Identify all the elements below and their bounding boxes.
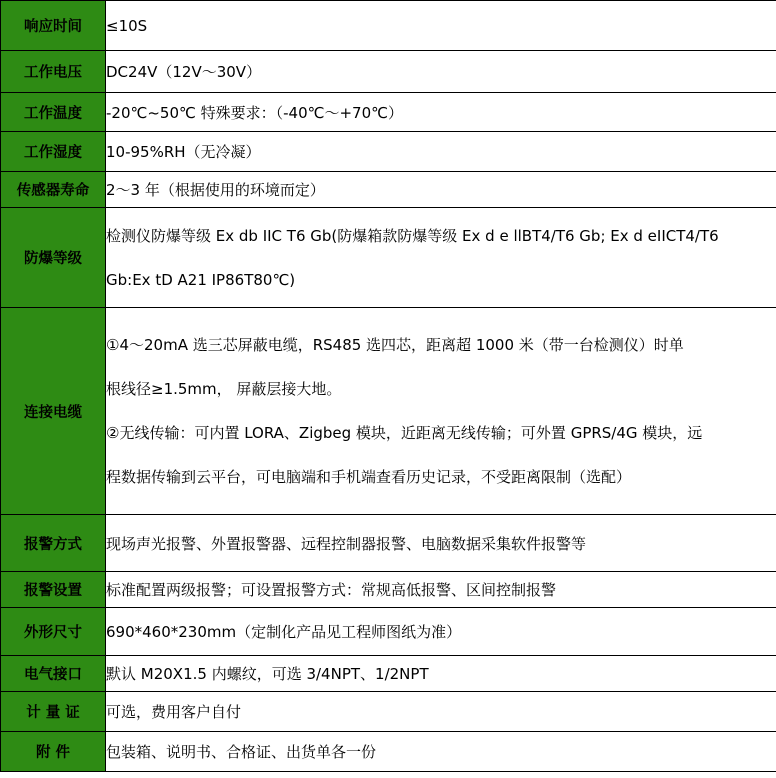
table-row [1, 1, 776, 51]
table-row [1, 308, 776, 515]
row-value: 默认 M20X1.5 内螺纹，可选 3/4NPT、1/2NPT [106, 656, 776, 692]
table-row [1, 172, 776, 208]
row-label: 电气接口 [1, 656, 106, 692]
row-value: 现场声光报警、外置报警器、远程控制器报警、电脑数据采集软件报警等 [106, 515, 776, 572]
row-value: 包装箱、说明书、合格证、出货单各一份 [106, 732, 776, 772]
table-row [1, 51, 776, 93]
value-line: ②无线传输：可内置 LORA、Zigbeg 模块，近距离无线传输；可外置 GPRS/4G 模块，远 [106, 424, 703, 442]
row-value: -20℃~50℃ 特殊要求：（-40℃～+70℃） [106, 93, 776, 132]
value-line: 检测仪防爆等级 Ex db IIC T6 Gb(防爆箱款防爆等级 Ex d e llBT4/T6 Gb; Ex d eIICT4/T6 [106, 226, 719, 245]
row-label: 工作湿度 [1, 132, 106, 172]
row-label: 报警方式 [1, 515, 106, 572]
table-row [1, 93, 776, 132]
table-row [1, 515, 776, 572]
row-value: ≤10S [106, 1, 776, 51]
table-row [1, 208, 776, 308]
table-row [1, 692, 776, 732]
row-label: 响应时间 [1, 1, 106, 51]
row-label: 附 件 [1, 732, 106, 772]
row-value [106, 208, 776, 308]
row-label: 计 量 证 [1, 692, 106, 732]
table-row [1, 132, 776, 172]
value-line: 根线径≥1.5mm， 屏蔽层接大地。 [106, 380, 342, 398]
row-value [106, 308, 776, 515]
row-value: 10-95%RH（无冷凝） [106, 132, 776, 172]
row-value: 2～3 年（根据使用的环境而定） [106, 172, 776, 208]
row-label: 防爆等级 [1, 208, 106, 308]
row-label: 外形尺寸 [1, 608, 106, 656]
row-label: 连接电缆 [1, 308, 106, 515]
row-value: 可选，费用客户自付 [106, 692, 776, 732]
value-line: ①4～20mA 选三芯屏蔽电缆，RS485 选四芯，距离超 1000 米（带一台检测仪）时单 [106, 336, 684, 354]
row-label: 工作电压 [1, 51, 106, 93]
table-row [1, 572, 776, 608]
row-label: 工作温度 [1, 93, 106, 132]
row-label: 传感器寿命 [1, 172, 106, 208]
row-label: 报警设置 [1, 572, 106, 608]
table-row [1, 656, 776, 692]
table-row [1, 732, 776, 772]
row-value: DC24V（12V～30V） [106, 51, 776, 93]
row-value: 标准配置两级报警；可设置报警方式：常规高低报警、区间控制报警 [106, 572, 776, 608]
row-value: 690*460*230mm（定制化产品见工程师图纸为准） [106, 608, 776, 656]
table-row [1, 608, 776, 656]
value-line: Gb:Ex tD A21 IP86T80℃) [106, 270, 296, 289]
value-line: 程数据传输到云平台，可电脑端和手机端查看历史记录，不受距离限制（选配） [106, 468, 632, 486]
